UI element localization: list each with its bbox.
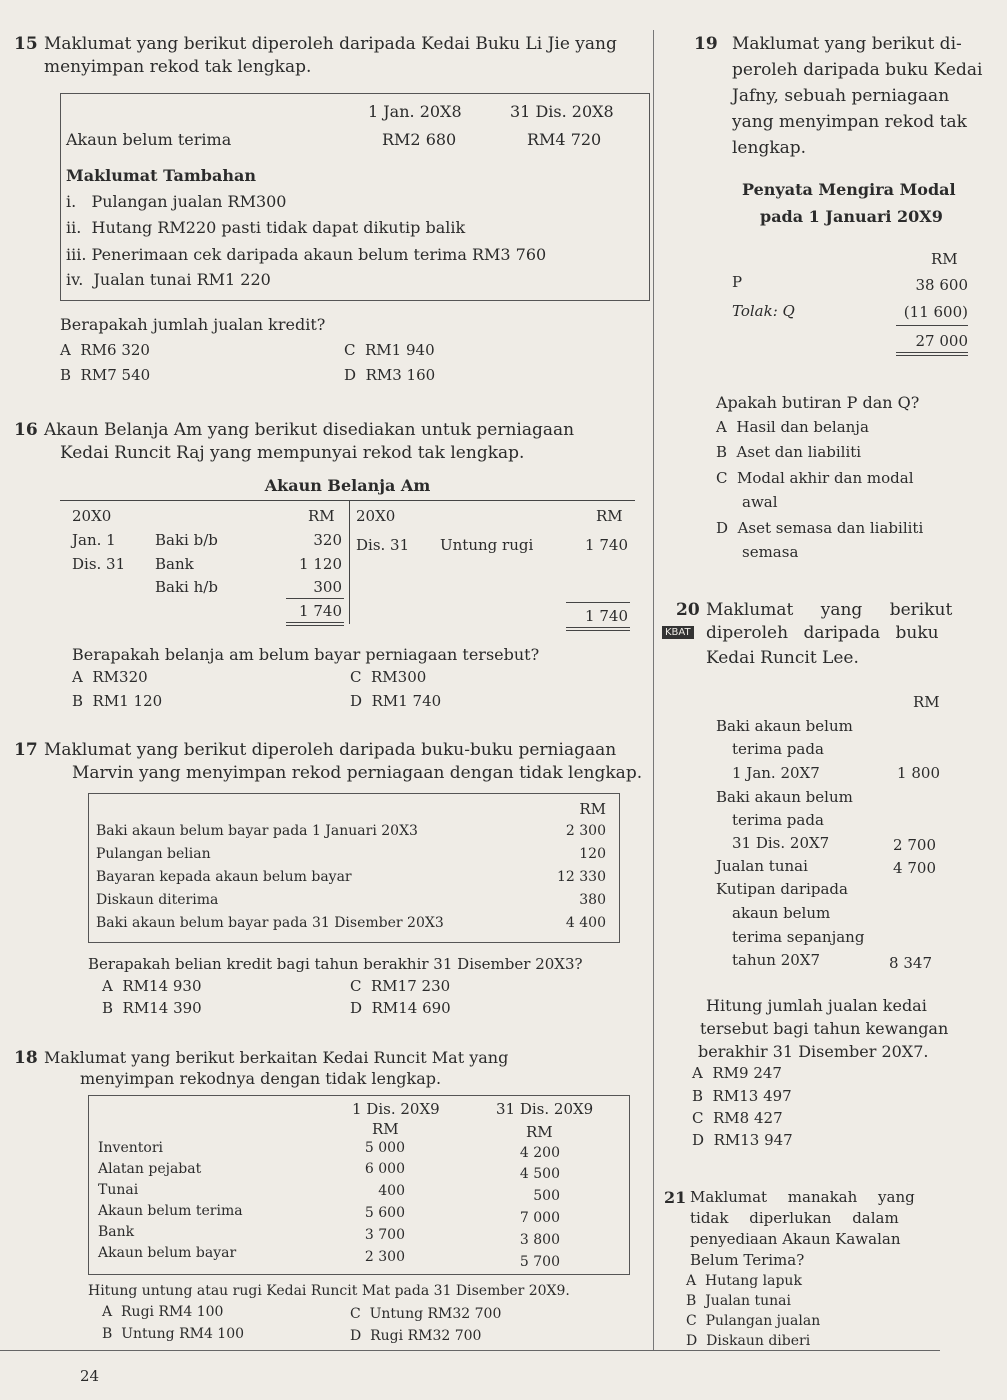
q19-option-c-cont: awal: [742, 493, 778, 511]
q17-option-d[interactable]: D RM14 690: [350, 999, 451, 1017]
q20-stem-line1: Maklumat yang berikut: [706, 600, 953, 620]
q20-row3-value: 4 700: [893, 859, 936, 877]
q17-row-1-label: Baki akaun belum bayar pada 1 Januari 20X3: [96, 823, 418, 839]
q19-p-value: 38 600: [915, 276, 968, 294]
q18-col1: 1 Dis. 20X9: [352, 1100, 440, 1118]
q17-rm: RM: [579, 800, 606, 818]
q16-left-total: 1 740: [299, 602, 342, 620]
q18-option-b[interactable]: B Untung RM4 100: [102, 1326, 245, 1342]
q21-stem-line3: penyediaan Akaun Kawalan: [690, 1230, 901, 1248]
q18-row-2-label: Alatan pejabat: [98, 1161, 202, 1177]
page-bottom-rule: [0, 1350, 940, 1351]
q20-row1-value: 1 800: [897, 764, 940, 782]
q15-option-d[interactable]: D RM3 160: [344, 366, 436, 384]
q17-question: Berapakah belian kredit bagi tahun berakhir 31 Disember 20X3?: [88, 955, 583, 973]
column-divider: [653, 30, 654, 1350]
q15-extra-2: ii. Hutang RM220 pasti tidak dapat dikutip balik: [66, 218, 466, 237]
q20-option-b[interactable]: B RM13 497: [692, 1087, 792, 1105]
q18-row-6-v2: 5 700: [519, 1254, 560, 1270]
q17-row-1-value: 2 300: [565, 823, 606, 839]
q16-rm-left: RM: [308, 507, 335, 525]
q18-col2: 31 Dis. 20X9: [496, 1100, 594, 1118]
q16-r1-amt: 1 740: [585, 536, 628, 554]
q18-rm1: RM: [372, 1120, 399, 1138]
q18-option-d[interactable]: D Rugi RM32 700: [350, 1328, 482, 1344]
q16-option-d[interactable]: D RM1 740: [350, 692, 442, 710]
q16-l1-date: Jan. 1: [72, 531, 116, 549]
q18-row-4-v2: 7 000: [519, 1210, 560, 1226]
q16-l1-amt: 320: [313, 531, 342, 549]
q18-row-5-v1: 3 700: [364, 1227, 405, 1243]
q17-row-2-value: 120: [579, 846, 606, 862]
q16-l2-desc: Bank: [155, 555, 194, 573]
q18-row-3-v1: 400: [378, 1183, 405, 1199]
q17-row-4-value: 380: [579, 892, 606, 908]
q18-rm2: RM: [526, 1123, 553, 1141]
q15-option-a[interactable]: A RM6 320: [60, 341, 150, 359]
q20-row2-value: 2 700: [893, 836, 936, 854]
q16-year-left: 20X0: [72, 507, 112, 525]
q20-number: 20: [676, 600, 700, 620]
q20-rm: RM: [913, 693, 940, 711]
q16-l1-desc: Baki b/b: [155, 531, 218, 549]
q18-row-4-v1: 5 600: [364, 1205, 405, 1221]
q16-stem-line2: Kedai Runcit Raj yang mempunyai rekod tak lengkap.: [60, 443, 525, 463]
q20-row1-l1: Baki akaun belum: [716, 717, 853, 735]
q20-option-a[interactable]: A RM9 247: [692, 1064, 782, 1082]
q16-l3-amt: 300: [313, 578, 342, 596]
q19-question: Apakah butiran P dan Q?: [716, 393, 920, 412]
q20-option-d[interactable]: D RM13 947: [692, 1131, 793, 1149]
q16-ledger-title: Akaun Belanja Am: [264, 476, 431, 495]
q20-row2-l2: terima pada: [732, 811, 824, 829]
q15-extra-3: iii. Penerimaan cek daripada akaun belum terima RM3 760: [66, 245, 547, 264]
q19-q-label: Tolak: Q: [732, 302, 795, 320]
q15-row-v1: RM2 680: [382, 130, 457, 149]
q16-question: Berapakah belanja am belum bayar perniagaan tersebut?: [72, 645, 540, 664]
q15-col1: 1 Jan. 20X8: [368, 102, 462, 121]
q16-ledger-center-line: [349, 500, 350, 624]
q17-row-3-label: Bayaran kepada akaun belum bayar: [96, 869, 352, 885]
q17-row-2-label: Pulangan belian: [96, 846, 211, 862]
q19-option-d[interactable]: D Aset semasa dan liabiliti: [716, 519, 924, 537]
q19-option-a[interactable]: A Hasil dan belanja: [716, 418, 869, 436]
q20-row4-l3: terima sepanjang: [732, 928, 865, 946]
q20-row4-l4: tahun 20X7: [732, 951, 821, 969]
q17-number: 17: [14, 740, 38, 760]
q18-row-6-v1: 2 300: [364, 1249, 405, 1265]
q17-option-a[interactable]: A RM14 930: [102, 977, 202, 995]
q21-option-b[interactable]: B Jualan tunai: [686, 1293, 791, 1309]
q16-r1-date: Dis. 31: [356, 536, 410, 554]
q19-option-c[interactable]: C Modal akhir dan modal: [716, 469, 914, 487]
q19-q-value: (11 600): [903, 303, 968, 321]
q18-row-5-label: Bank: [98, 1224, 135, 1240]
q20-kbat-badge: KBAT: [662, 626, 694, 639]
q20-row2-l3: 31 Dis. 20X7: [732, 834, 830, 852]
q18-row-3-v2: 500: [533, 1188, 560, 1204]
page-number: 24: [80, 1367, 100, 1385]
q18-row-1-label: Inventori: [98, 1140, 163, 1156]
q19-title2: pada 1 Januari 20X9: [760, 207, 943, 226]
q20-stem-line2: diperoleh daripada buku: [706, 623, 939, 643]
q17-row-3-value: 12 330: [557, 869, 606, 885]
q15-row-v2: RM4 720: [527, 130, 602, 149]
q21-stem-line2: tidak diperlukan dalam: [690, 1209, 899, 1227]
q21-option-a[interactable]: A Hutang lapuk: [686, 1273, 802, 1289]
q15-stem-line2: menyimpan rekod tak lengkap.: [44, 57, 312, 77]
q15-number: 15: [14, 34, 38, 54]
q21-stem-line1: Maklumat manakah yang: [690, 1188, 915, 1206]
q18-row-2-v1: 6 000: [364, 1161, 405, 1177]
q19-title1: Penyata Mengira Modal: [742, 180, 956, 199]
q17-row-5-label: Baki akaun belum bayar pada 31 Disember 20X3: [96, 915, 444, 931]
q15-col2: 31 Dis. 20X8: [510, 102, 614, 121]
q16-r1-desc: Untung rugi: [440, 536, 534, 554]
q19-total: 27 000: [915, 332, 968, 350]
q18-row-4-label: Akaun belum terima: [98, 1203, 243, 1219]
q20-row4-value: 8 347: [889, 954, 932, 972]
q16-l3-desc: Baki h/b: [155, 578, 218, 596]
q15-extra-title: Maklumat Tambahan: [66, 166, 256, 185]
q19-p-label: P: [732, 273, 743, 291]
q18-stem-line1: Maklumat yang berikut berkaitan Kedai Runcit Mat yang: [44, 1048, 509, 1067]
q15-option-c[interactable]: C RM1 940: [344, 341, 435, 359]
q16-option-a[interactable]: A RM320: [72, 668, 148, 686]
q20-question-3: berakhir 31 Disember 20X7.: [698, 1042, 929, 1061]
q17-option-c[interactable]: C RM17 230: [350, 977, 451, 995]
q16-right-total: 1 740: [585, 607, 628, 625]
q19-stem-line5: lengkap.: [732, 138, 807, 158]
q20-row1-l2: terima pada: [732, 740, 824, 758]
q16-option-b[interactable]: B RM1 120: [72, 692, 163, 710]
q20-row3-l1: Jualan tunai: [716, 857, 808, 875]
q19-stem-line2: peroleh daripada buku Kedai: [732, 60, 983, 80]
q21-stem-line4: Belum Terima?: [690, 1251, 805, 1269]
q16-stem-line1: Akaun Belanja Am yang berikut disediakan untuk perniagaan: [44, 420, 575, 440]
q18-row-3-label: Tunai: [98, 1182, 139, 1198]
q17-row-4-label: Diskaun diterima: [96, 892, 219, 908]
q15-extra-4: iv. Jualan tunai RM1 220: [66, 270, 271, 289]
q20-stem-line3: Kedai Runcit Lee.: [706, 648, 859, 668]
q16-rm-right: RM: [596, 507, 623, 525]
q20-question-1: Hitung jumlah jualan kedai: [706, 996, 927, 1015]
q17-stem-line1: Maklumat yang berikut diperoleh daripada buku-buku perniagaan: [44, 740, 617, 760]
q19-stem-line3: Jafny, sebuah perniagaan: [732, 86, 950, 106]
q18-option-a[interactable]: A Rugi RM4 100: [102, 1304, 224, 1320]
q17-row-5-value: 4 400: [565, 915, 606, 931]
q16-l2-date: Dis. 31: [72, 555, 126, 573]
q18-question: Hitung untung atau rugi Kedai Runcit Mat pada 31 Disember 20X9.: [88, 1283, 570, 1299]
q18-option-c[interactable]: C Untung RM32 700: [350, 1306, 502, 1322]
q15-option-b[interactable]: B RM7 540: [60, 366, 151, 384]
q16-option-c[interactable]: C RM300: [350, 668, 427, 686]
q19-stem-line4: yang menyimpan rekod tak: [732, 112, 967, 132]
q20-row4-l1: Kutipan daripada: [716, 880, 848, 898]
q16-number: 16: [14, 420, 38, 440]
q20-question-2: tersebut bagi tahun kewangan: [700, 1019, 949, 1038]
q18-row-6-label: Akaun belum bayar: [98, 1245, 237, 1261]
q18-row-5-v2: 3 800: [519, 1232, 560, 1248]
q19-stem-line1: Maklumat yang berikut di-: [732, 34, 962, 54]
q19-option-b[interactable]: B Aset dan liabiliti: [716, 443, 862, 461]
q18-row-1-v2: 4 200: [519, 1145, 560, 1161]
q15-stem-line1: Maklumat yang berikut diperoleh daripada Kedai Buku Li Jie yang: [44, 34, 617, 54]
q18-number: 18: [14, 1048, 38, 1068]
q19-rm: RM: [931, 250, 958, 268]
q15-question: Berapakah jumlah jualan kredit?: [60, 315, 326, 334]
q16-l2-amt: 1 120: [299, 555, 342, 573]
q20-row4-l2: akaun belum: [732, 904, 831, 922]
q20-row2-l1: Baki akaun belum: [716, 788, 853, 806]
q15-row-label: Akaun belum terima: [66, 130, 232, 149]
q16-year-right: 20X0: [356, 507, 396, 525]
q17-stem-line2: Marvin yang menyimpan rekod perniagaan dengan tidak lengkap.: [72, 763, 643, 783]
q18-stem-line2: menyimpan rekodnya dengan tidak lengkap.: [80, 1069, 442, 1088]
q18-row-2-v2: 4 500: [519, 1166, 560, 1182]
q15-extra-1: i. Pulangan jualan RM300: [66, 192, 287, 211]
q21-number: 21: [664, 1188, 687, 1207]
q19-number: 19: [694, 34, 718, 54]
q21-option-c[interactable]: C Pulangan jualan: [686, 1313, 821, 1329]
q18-row-1-v1: 5 000: [364, 1140, 405, 1156]
q20-row1-l3: 1 Jan. 20X7: [732, 764, 820, 782]
q21-option-d[interactable]: D Diskaun diberi: [686, 1333, 811, 1349]
q17-option-b[interactable]: B RM14 390: [102, 999, 202, 1017]
q19-option-d-cont: semasa: [742, 543, 799, 561]
q20-option-c[interactable]: C RM8 427: [692, 1109, 783, 1127]
